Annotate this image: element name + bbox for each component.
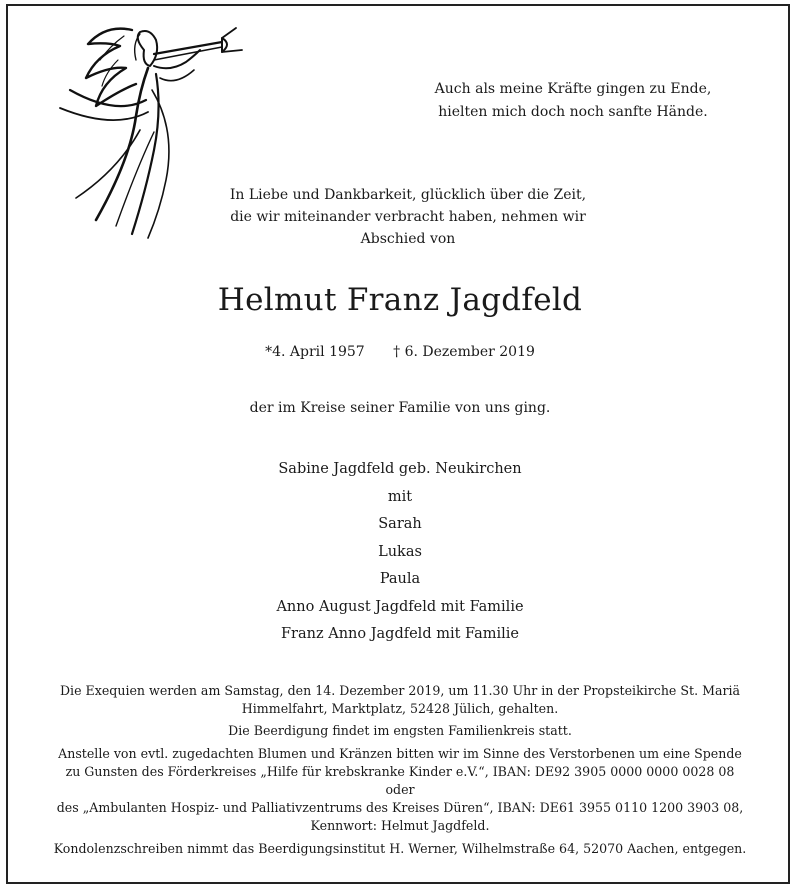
mourner-line: mit bbox=[387, 488, 413, 505]
burial-line: Die Beerdigung findet im engsten Familienkreis statt. bbox=[228, 723, 572, 739]
death-date: † 6. Dezember 2019 bbox=[393, 344, 535, 360]
exequien-line: Die Exequien werden am Samstag, den 14. Dezember 2019, um 11.30 Uhr in der Propsteikirche St. Mariä bbox=[59, 683, 741, 698]
mourner-line: Sabine Jagdfeld geb. Neukirchen bbox=[278, 461, 522, 477]
mourner-line: Sarah bbox=[378, 516, 422, 532]
condolence-line: Kondolenzschreiben nimmt das Beerdigungsinstitut H. Werner, Wilhelmstraße 64, 52070 Aachen, entgegen. bbox=[53, 840, 747, 856]
intro-line: In Liebe und Dankbarkeit, glücklich über die Zeit, bbox=[229, 187, 587, 203]
mourners-list bbox=[8, 456, 792, 649]
motto-line: Auch als meine Kräfte gingen zu Ende, bbox=[434, 81, 712, 97]
funeral-details bbox=[18, 682, 782, 858]
motto-line: hielten mich doch noch sanfte Hände. bbox=[438, 104, 708, 120]
mourner-line: Franz Anno Jagdfeld mit Familie bbox=[281, 626, 519, 642]
donation-line: des „Ambulanten Hospiz- und Palliativzentrums des Kreises Düren“, IBAN: DE61 3955 0110 1200 3903 08, bbox=[56, 800, 744, 816]
life-dates bbox=[8, 344, 792, 360]
donation-line: oder bbox=[385, 782, 415, 798]
mourner-line: Paula bbox=[379, 571, 421, 587]
mourner-line: Anno August Jagdfeld mit Familie bbox=[276, 598, 524, 615]
exequien-line: Himmelfahrt, Marktplatz, 52428 Jülich, gehalten. bbox=[241, 701, 559, 717]
intro-line: die wir miteinander verbracht haben, nehmen wir bbox=[230, 209, 586, 225]
mourner-line: Lukas bbox=[378, 543, 422, 560]
donation-line: Anstelle von evtl. zugedachten Blumen und Kränzen bitten wir im Sinne des Verstorbenen um eine Spende bbox=[58, 745, 742, 761]
intro-line: Abschied von bbox=[360, 231, 456, 247]
deceased-name: Helmut Franz Jagdfeld bbox=[217, 282, 583, 318]
obituary-notice bbox=[6, 4, 790, 884]
subline: der im Kreise seiner Familie von uns ging. bbox=[249, 400, 551, 416]
donation-line: zu Gunsten des Förderkreises „Hilfe für krebskranke Kinder e.V.“, IBAN: DE92 3905 0000 0000 0028 08 bbox=[65, 763, 735, 779]
birth-date: *4. April 1957 bbox=[265, 344, 365, 360]
intro-text bbox=[208, 184, 608, 250]
motto-verse bbox=[408, 78, 738, 124]
donation-line: Kennwort: Helmut Jagdfeld. bbox=[310, 818, 490, 834]
